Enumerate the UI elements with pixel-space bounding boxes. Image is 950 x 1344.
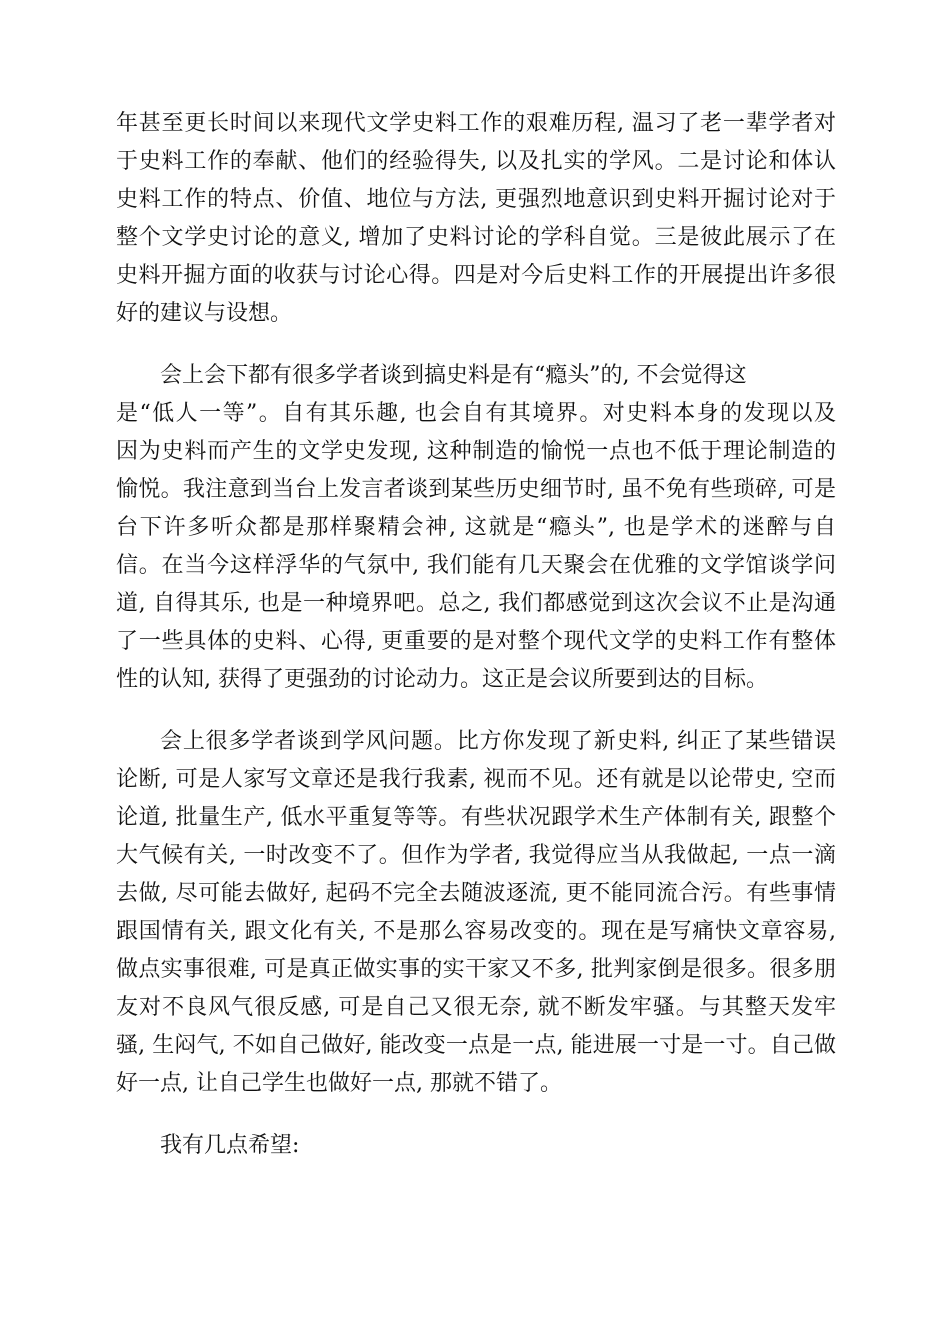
paragraph-gap bbox=[116, 1103, 836, 1127]
text-line: 友对不良风气很反感, 可是自己又很无奈, 就不断发牢骚。与其整天发牢 bbox=[116, 995, 836, 1020]
text-line: 做点实事很难, 可是真正做实事的实干家又不多, 批判家倒是很多。很多朋 bbox=[116, 957, 836, 982]
text-line: 于史料工作的奉献、他们的经验得失, 以及扎实的学风。二是讨论和体认 bbox=[116, 149, 836, 174]
text-line: 好一点, 让自己学生也做好一点, 那就不错了。 bbox=[116, 1071, 562, 1096]
text-line: 道, 自得其乐, 也是一种境界吧。总之, 我们都感觉到这次会议不止是沟通 bbox=[116, 591, 836, 616]
text-line: 去做, 尽可能去做好, 起码不完全去随波逐流, 更不能同流合污。有些事情 bbox=[116, 881, 836, 906]
text-line: 会上会下都有很多学者谈到搞史料是有“瘾头”的, 不会觉得这 bbox=[160, 363, 747, 388]
text-line: 愉悦。我注意到当台上发言者谈到某些历史细节时, 虽不免有些琐碎, 可是 bbox=[116, 477, 836, 502]
paragraph-3 bbox=[116, 723, 836, 1103]
text-line: 论断, 可是人家写文章还是我行我素, 视而不见。还有就是以论带史, 空而 bbox=[116, 767, 836, 792]
paragraph-2 bbox=[116, 357, 836, 699]
paragraph-4 bbox=[116, 1127, 836, 1165]
text-line: 论道, 批量生产, 低水平重复等等。有些状况跟学术生产体制有关, 跟整个 bbox=[116, 805, 836, 830]
text-line: 年甚至更长时间以来现代文学史料工作的艰难历程, 温习了老一辈学者对 bbox=[116, 111, 836, 136]
text-line: 信。在当今这样浮华的气氛中, 我们能有几天聚会在优雅的文学馆谈学问 bbox=[116, 553, 836, 578]
text-line: 大气候有关, 一时改变不了。但作为学者, 我觉得应当从我做起, 一点一滴 bbox=[116, 843, 836, 868]
text-line: 史料工作的特点、价值、地位与方法, 更强烈地意识到史料开掘讨论对于 bbox=[116, 187, 836, 212]
text-line: 性的认知, 获得了更强劲的讨论动力。这正是会议所要到达的目标。 bbox=[116, 667, 768, 692]
text-line: 好的建议与设想。 bbox=[116, 301, 293, 326]
text-line: 因为史料而产生的文学史发现, 这种制造的愉悦一点也不低于理论制造的 bbox=[116, 439, 836, 464]
text-line: 骚, 生闷气, 不如自己做好, 能改变一点是一点, 能进展一寸是一寸。自己做 bbox=[116, 1033, 836, 1058]
paragraph-gap bbox=[116, 699, 836, 723]
paragraph-1 bbox=[116, 105, 836, 333]
paragraph-gap bbox=[116, 333, 836, 357]
text-line: 了一些具体的史料、心得, 更重要的是对整个现代文学的史料工作有整体 bbox=[116, 629, 836, 654]
text-line: 我有几点希望: bbox=[160, 1133, 300, 1158]
text-line: 会上很多学者谈到学风问题。比方你发现了新史料, 纠正了某些错误 bbox=[160, 729, 836, 754]
text-line: 跟国情有关, 跟文化有关, 不是那么容易改变的。现在是写痛快文章容易, bbox=[116, 919, 836, 944]
body-text bbox=[116, 105, 836, 1165]
text-line: 台下许多听众都是那样聚精会神, 这就是“瘾头”, 也是学术的迷醉与自 bbox=[116, 515, 836, 540]
text-line: 史料开掘方面的收获与讨论心得。四是对今后史料工作的开展提出许多很 bbox=[116, 263, 836, 288]
text-line: 整个文学史讨论的意义, 增加了史料讨论的学科自觉。三是彼此展示了在 bbox=[116, 225, 836, 250]
text-line: 是“低人一等”。自有其乐趣, 也会自有其境界。对史料本身的发现以及 bbox=[116, 401, 836, 426]
